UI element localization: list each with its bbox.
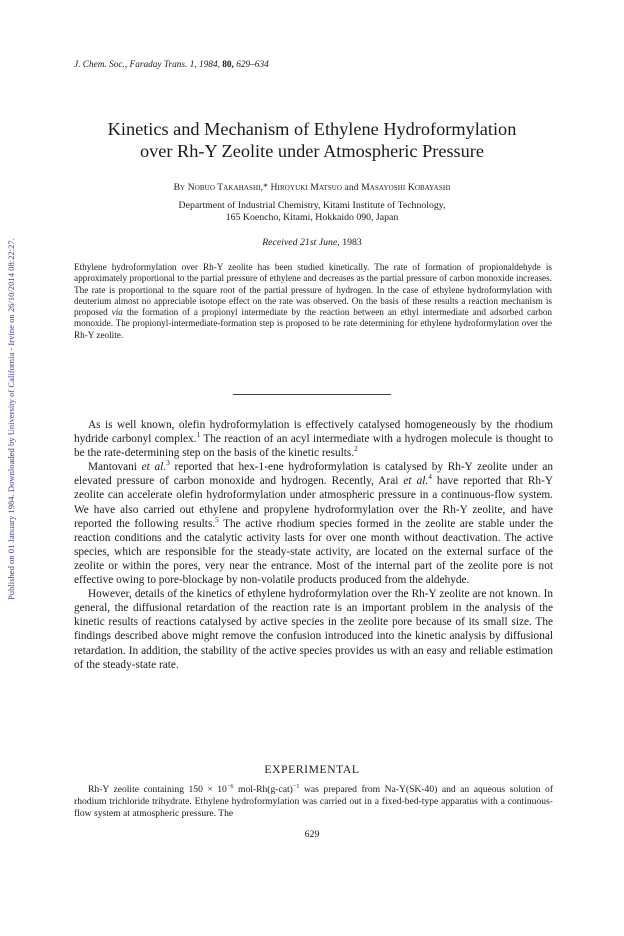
- received-label: Received: [262, 237, 298, 248]
- citation-year: 1984,: [199, 60, 220, 70]
- received-day: 21st June,: [300, 237, 340, 248]
- ref-3: 3: [166, 458, 170, 468]
- para2-text-d: The active rhodium species formed in the zeolite are stable under the reaction conditions and the catalytic activity lasts for over one month without deactivation. The active species, which are responsible for the steady-state activity, are located on the external surface of the zeolite or within the pores, very near the entrance. Most of the internal part of the zeolite pore is not effective owing to pore-blockage by non-volatile products produced from the aldehyde.: [74, 517, 553, 587]
- para2-text-a: Mantovani: [88, 461, 142, 474]
- affiliation-line-2: 165 Koencho, Kitami, Hokkaido 090, Japan: [225, 212, 399, 223]
- exp-superscript-2: −1: [292, 782, 300, 790]
- abstract: [74, 262, 552, 341]
- para1-text-a: As is well known, olefin hydroformylation is effectively catalysed homogeneously by the rhodium hydride carbonyl complex.: [74, 419, 553, 446]
- article-title-line-1: Kinetics and Mechanism of Ethylene Hydroformylation: [107, 119, 517, 139]
- section-heading-experimental: EXPERIMENTAL: [264, 763, 360, 776]
- intro-paragraph-1: [74, 418, 553, 460]
- ref-4: 4: [428, 472, 432, 482]
- citation-volume: 80,: [222, 60, 234, 70]
- citation-pages: 629–634: [236, 60, 269, 70]
- experimental-paragraph: [74, 784, 553, 820]
- abstract-via: via: [111, 307, 123, 318]
- exp-text-c: was prepared from Na-Y(SK-40) and an aqueous solution of rhodium trichloride trihydrate. Ethylene hydroformylation was carried out in a fixed-bed-type apparatus with a continuous-flow system at atmospheric pressure. The: [74, 784, 554, 820]
- author-1: Nobuo Takahashi,*: [187, 182, 269, 193]
- introduction: [74, 418, 553, 672]
- para1-text-b: The reaction of an acyl intermediate with a hydrogen molecule is thought to be the rate-determining step on the basis of the kinetic results.: [74, 433, 553, 460]
- ref-5: 5: [215, 514, 219, 524]
- section-divider: [233, 394, 391, 395]
- author-line: [60, 182, 564, 193]
- citation-journal: J. Chem. Soc., Faraday Trans. 1,: [74, 60, 197, 70]
- author-3: Masayoshi Kobayashi: [361, 182, 451, 193]
- author-by: By: [173, 182, 186, 193]
- journal-citation: [74, 60, 269, 70]
- received-date: [60, 237, 564, 248]
- affiliation: [60, 200, 564, 224]
- ref-1: 1: [196, 430, 201, 440]
- received-year: 1983: [342, 237, 362, 248]
- side-banner-text: Published on 01 January 1984. Downloaded by University of California - Irvine on 26/10/2014 08:22:27.: [6, 238, 16, 600]
- article-title-line-2: over Rh-Y Zeolite under Atmospheric Pressure: [139, 141, 485, 161]
- et-al-2: et al.: [403, 475, 429, 488]
- author-2: Hiroyuki Matsuo: [270, 182, 342, 193]
- intro-paragraph-3: However, details of the kinetics of ethylene hydroformylation over the Rh-Y zeolite are not known. In general, the diffusional retardation of the reaction rate is an important problem in the analysis of the kinetic results of reactions catalysed by active species in the zeolite pore because of its small size. The findings described above might remove the confusion introduced into the kinetic analysis by diffusional retardation. In addition, the stability of the active species provides us with an easy and reliable estimation of the steady-state rate.: [74, 588, 553, 671]
- author-and: and: [344, 182, 359, 193]
- exp-superscript-1: −6: [226, 782, 234, 790]
- abstract-text-1: Ethylene hydroformylation over Rh-Y zeolite has been studied kinetically. The rate of formation of propionaldehyde is approximately proportional to the partial pressure of ethylene and decreases as the partial pressure of carbon monoxide increases. The rate is proportional to the square root of the partial pressure of hydrogen. In the case of ethylene hydroformylation with deuterium almost no appreciable isotope effect on the rate was observed. On the basis of these results a reaction mechanism is proposed: [74, 262, 552, 318]
- intro-paragraph-2: [74, 460, 553, 587]
- para2-text-b: reported that hex-1-ene hydroformylation is catalysed by Rh-Y zeolite under an elevated pressure of carbon monoxide and hydrogen. Recently, Arai: [74, 461, 553, 488]
- exp-text-b: mol-Rh(g-cat): [233, 784, 293, 795]
- side-banner: [4, 130, 18, 600]
- para2-text-c: have reported that Rh-Y zeolite can accelerate olefin hydroformylation under atmospheric pressure in a continuous-flow system. We have also carried out ethylene and propylene hydroformylation over the Rh-Y zeolite, and have reported the following results.: [74, 475, 553, 530]
- abstract-text-2: the formation of a propionyl intermediate by the reaction between an ethyl intermediate and adsorbed carbon monoxide. The propionyl-intermediate-formation step is proposed to be rate determining for ethylene hydroformylation over the Rh-Y zeolite.: [74, 307, 553, 340]
- experimental-text: [74, 784, 553, 820]
- affiliation-line-1: Department of Industrial Chemistry, Kitami Institute of Technology,: [178, 200, 446, 211]
- et-al-1: et al.: [141, 461, 167, 474]
- exp-text-a: Rh-Y zeolite containing 150 × 10: [88, 784, 227, 795]
- page-number: 629: [304, 829, 320, 840]
- ref-2: 2: [354, 444, 358, 454]
